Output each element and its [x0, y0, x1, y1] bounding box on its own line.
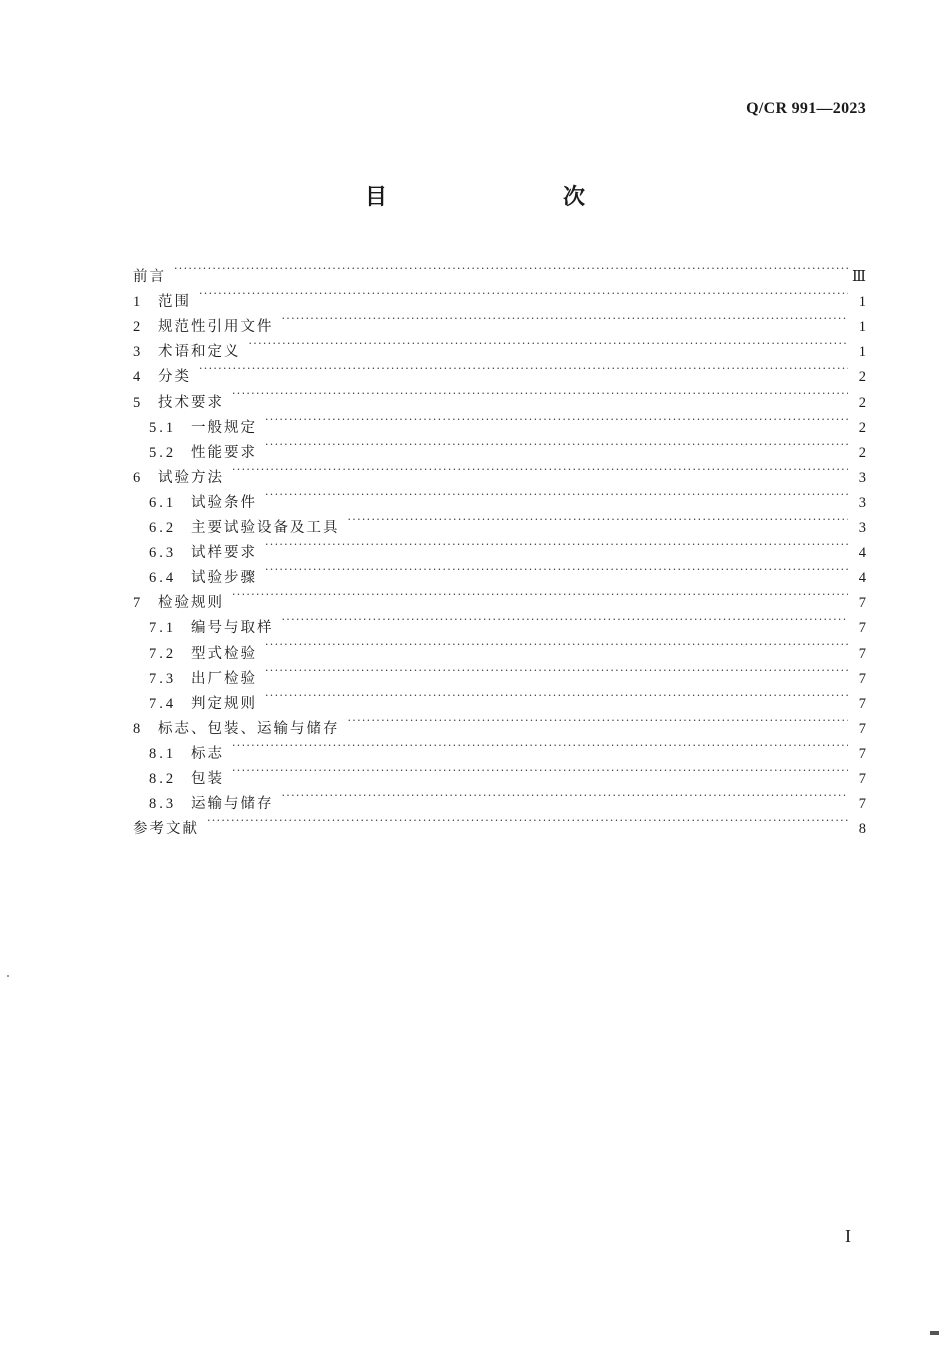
toc-leader-dots — [282, 607, 849, 632]
toc-entry-number: 7.2 — [149, 645, 177, 662]
toc-entry-number: 8.3 — [149, 796, 177, 813]
toc-entry[interactable] — [133, 808, 866, 838]
toc-entry[interactable] — [133, 356, 866, 386]
toc-entry-title: 参考文献 — [133, 821, 199, 838]
toc-leader-dots — [348, 708, 849, 733]
toc-entry-page: 7 — [858, 645, 866, 662]
table-of-contents — [133, 256, 866, 838]
toc-leader-dots — [265, 658, 848, 683]
toc-leader-dots — [282, 783, 849, 808]
toc-entry-number: 6.1 — [149, 494, 177, 511]
toc-leader-dots — [199, 281, 848, 306]
toc-entry-number: 6.2 — [149, 520, 177, 537]
toc-entry-page: 7 — [858, 695, 866, 712]
toc-entry-title: 规范性引用文件 — [158, 319, 274, 336]
toc-entry-number: 7 — [133, 595, 141, 612]
toc-entry-page: 8 — [858, 821, 866, 838]
toc-entry-number: 1 — [133, 294, 141, 311]
toc-entry-title: 术语和定义 — [158, 344, 241, 361]
toc-entry-page: 2 — [858, 369, 866, 386]
document-code: Q/CR 991—2023 — [746, 100, 866, 117]
scan-mark — [930, 1331, 939, 1335]
toc-entry[interactable] — [133, 607, 866, 637]
toc-entry-title: 一般规定 — [191, 419, 257, 436]
toc-entry-title: 范围 — [158, 294, 191, 311]
toc-entry-number: 2 — [133, 319, 141, 336]
toc-entry-page: 2 — [858, 419, 866, 436]
toc-entry[interactable] — [133, 256, 866, 286]
toc-entry-page: 3 — [858, 469, 866, 486]
toc-entry-title: 试验条件 — [191, 494, 257, 511]
toc-entry-title: 包装 — [191, 770, 224, 787]
toc-entry[interactable] — [133, 783, 866, 813]
toc-entry-page: 7 — [858, 770, 866, 787]
toc-entry-title: 运输与储存 — [191, 796, 274, 813]
toc-entry-page: 3 — [858, 494, 866, 511]
toc-entry-number: 8.2 — [149, 770, 177, 787]
toc-entry[interactable] — [133, 758, 866, 787]
scan-mark — [7, 975, 9, 977]
toc-entry-title: 试验步骤 — [191, 570, 257, 587]
toc-leader-dots — [265, 683, 848, 708]
toc-entry[interactable] — [133, 407, 866, 436]
toc-leader-dots — [199, 356, 848, 381]
toc-entry-page: 7 — [858, 796, 866, 813]
toc-leader-dots — [282, 306, 849, 331]
toc-entry-page: Ⅲ — [852, 269, 866, 286]
toc-leader-dots — [265, 482, 848, 507]
toc-entry-page: 1 — [858, 344, 866, 361]
toc-entry-number: 7.1 — [149, 620, 177, 637]
toc-entry[interactable] — [133, 733, 866, 762]
toc-entry-number: 6.3 — [149, 545, 177, 562]
toc-entry-number: 7.3 — [149, 670, 177, 687]
toc-entry-number: 5.2 — [149, 444, 177, 461]
toc-entry-title: 型式检验 — [191, 645, 257, 662]
toc-leader-dots — [232, 733, 848, 758]
toc-entry-page: 1 — [858, 319, 866, 336]
toc-leader-dots — [207, 808, 848, 833]
toc-entry-title: 分类 — [158, 369, 191, 386]
toc-entry-number: 3 — [133, 344, 141, 361]
toc-entry-page: 7 — [858, 620, 866, 637]
toc-entry-number: 5 — [133, 394, 141, 411]
toc-entry[interactable] — [133, 582, 866, 612]
toc-entry-page: 7 — [858, 745, 866, 762]
toc-entry-number: 8.1 — [149, 745, 177, 762]
toc-entry[interactable] — [133, 306, 866, 336]
toc-leader-dots — [265, 532, 848, 557]
toc-entry-page: 7 — [858, 720, 866, 737]
toc-leader-dots — [232, 381, 848, 406]
toc-entry-page: 4 — [858, 545, 866, 562]
toc-entry-page: 1 — [858, 294, 866, 311]
toc-entry-page: 3 — [858, 520, 866, 537]
toc-entry-title: 出厂检验 — [191, 670, 257, 687]
page-number: I — [845, 1226, 851, 1246]
toc-entry-title: 技术要求 — [158, 394, 224, 411]
toc-entry-page: 7 — [858, 670, 866, 687]
toc-entry-title: 前言 — [133, 269, 166, 286]
toc-entry[interactable] — [133, 381, 866, 411]
toc-entry-title: 检验规则 — [158, 595, 224, 612]
toc-entry[interactable] — [133, 281, 866, 311]
toc-leader-dots — [265, 407, 848, 432]
toc-entry-number: 8 — [133, 720, 141, 737]
toc-leader-dots — [265, 632, 848, 657]
toc-leader-dots — [174, 256, 848, 281]
toc-entry-number: 6 — [133, 469, 141, 486]
toc-entry-title: 主要试验设备及工具 — [191, 520, 340, 537]
toc-leader-dots — [249, 331, 849, 356]
toc-entry-number: 5.1 — [149, 419, 177, 436]
toc-entry-title: 标志、包装、运输与储存 — [158, 720, 340, 737]
toc-entry-page: 7 — [858, 595, 866, 612]
toc-entry-title: 标志 — [191, 745, 224, 762]
toc-entry-number: 6.4 — [149, 570, 177, 587]
toc-entry-page: 2 — [858, 444, 866, 461]
toc-entry-title: 试样要求 — [191, 545, 257, 562]
toc-entry-title: 编号与取样 — [191, 620, 274, 637]
toc-entry[interactable] — [133, 482, 866, 511]
toc-leader-dots — [265, 432, 848, 457]
toc-leader-dots — [232, 758, 848, 783]
toc-entry-number: 7.4 — [149, 695, 177, 712]
toc-entry-page: 2 — [858, 394, 866, 411]
toc-leader-dots — [348, 507, 849, 532]
toc-leader-dots — [232, 582, 848, 607]
toc-entry-title: 判定规则 — [191, 695, 257, 712]
page-title: 目 次 — [364, 185, 629, 210]
toc-entry-number: 4 — [133, 369, 141, 386]
toc-entry[interactable] — [133, 457, 866, 486]
toc-entry-title: 试验方法 — [158, 469, 224, 486]
toc-entry-page: 4 — [858, 570, 866, 587]
toc-leader-dots — [265, 557, 848, 582]
toc-entry-title: 性能要求 — [191, 444, 257, 461]
toc-leader-dots — [232, 457, 848, 482]
